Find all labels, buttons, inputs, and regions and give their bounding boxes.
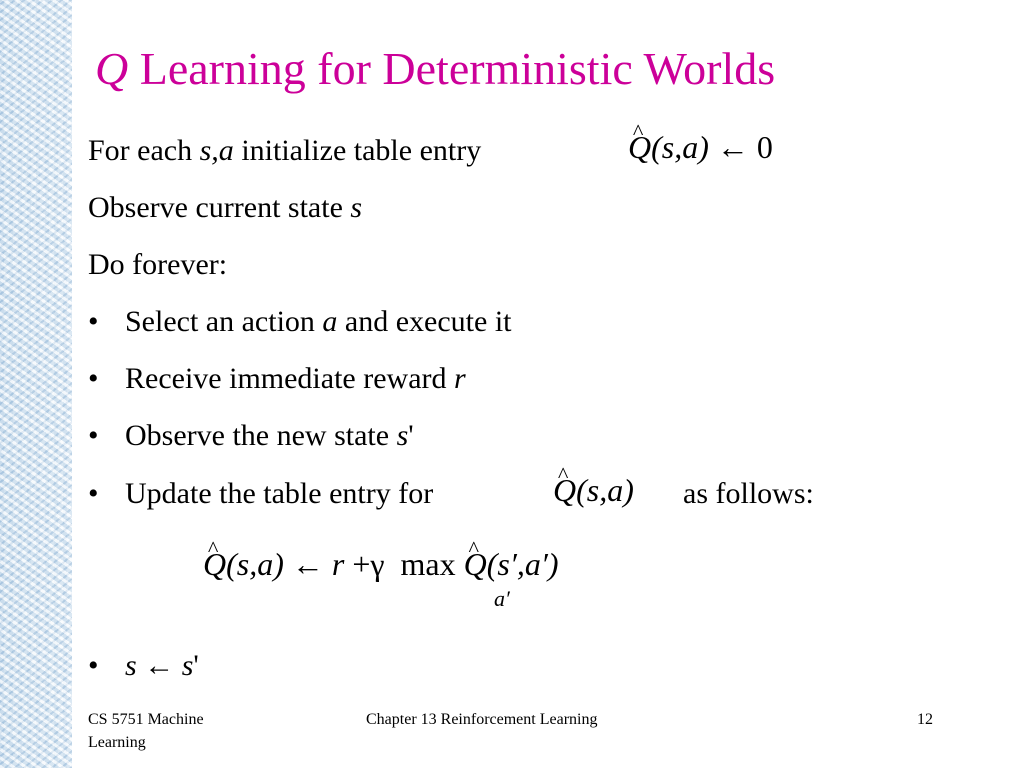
bullet-marker: •: [88, 419, 99, 452]
slide-title: [95, 44, 775, 95]
update-entry-q-hat: ^ Q: [553, 471, 576, 509]
assign-rhs: s: [181, 649, 194, 682]
plus-gamma: +γ: [352, 546, 385, 582]
max-operator: max: [400, 546, 456, 582]
footer-chapter: Chapter 13 Reinforcement Learning: [366, 711, 598, 728]
bullet-marker: •: [88, 649, 99, 682]
assign-arrow: ←: [144, 649, 175, 682]
bullet-text: Receive immediate reward: [125, 362, 455, 395]
lhs-args: (s,a): [226, 546, 284, 582]
init-prefix: For each: [88, 134, 200, 167]
bullet-text: Update the table entry for: [125, 477, 434, 510]
rhs-args: (s′,a′): [486, 546, 559, 582]
init-formula: [628, 128, 773, 166]
update-arrow: ←: [291, 546, 324, 582]
bullet-var: r: [454, 362, 466, 395]
init-formula-args: (s,a): [651, 129, 709, 165]
observe-line: [88, 190, 362, 226]
init-formula-value: 0: [756, 129, 773, 165]
bullet-receive-reward: [125, 361, 466, 397]
max-subscript: a′: [494, 586, 510, 611]
update-entry-args: (s,a): [576, 472, 634, 508]
bullet-var: s: [396, 419, 409, 452]
observe-var: s: [350, 191, 363, 224]
title-rest: Learning for Deterministic Worlds: [128, 43, 776, 94]
bullet-suffix: and execute it: [337, 305, 512, 338]
reward-var: r: [331, 546, 345, 582]
bullet-text: Select an action: [125, 305, 323, 338]
init-vars: s,a: [199, 134, 234, 167]
bullet-var: a: [322, 305, 338, 338]
init-q-hat: ^ Q: [628, 128, 651, 166]
bullet-state-assignment: [125, 648, 199, 684]
init-suffix: initialize table entry: [233, 134, 482, 167]
update-entry-formula: [553, 471, 634, 509]
assign-lhs: s: [125, 649, 137, 682]
assign-prime: ': [193, 649, 199, 682]
bullet-marker: •: [88, 305, 99, 338]
init-line: [88, 133, 481, 169]
bullet-select-action: [125, 304, 512, 340]
footer-course: CS 5751 Machine Learning: [88, 711, 204, 752]
bullet-prime: ': [408, 419, 414, 452]
left-decorative-texture: [0, 0, 72, 768]
rhs-q-hat: ^ Q: [464, 545, 487, 583]
q-update-rule: [203, 545, 558, 583]
init-formula-arrow: ←: [716, 129, 749, 165]
observe-text: Observe current state: [88, 191, 351, 224]
footer-page-number: 12: [917, 711, 933, 728]
bullet-observe-new-state: [125, 418, 414, 454]
update-entry-suffix: as follows:: [683, 477, 814, 510]
lhs-q-hat: ^ Q: [203, 545, 226, 583]
bullet-marker: •: [88, 362, 99, 395]
bullet-text: Observe the new state: [125, 419, 397, 452]
do-forever-line: Do forever:: [88, 248, 228, 281]
bullet-marker: •: [88, 477, 99, 510]
bullet-update-entry: [125, 476, 433, 512]
title-q: Q: [95, 43, 129, 94]
